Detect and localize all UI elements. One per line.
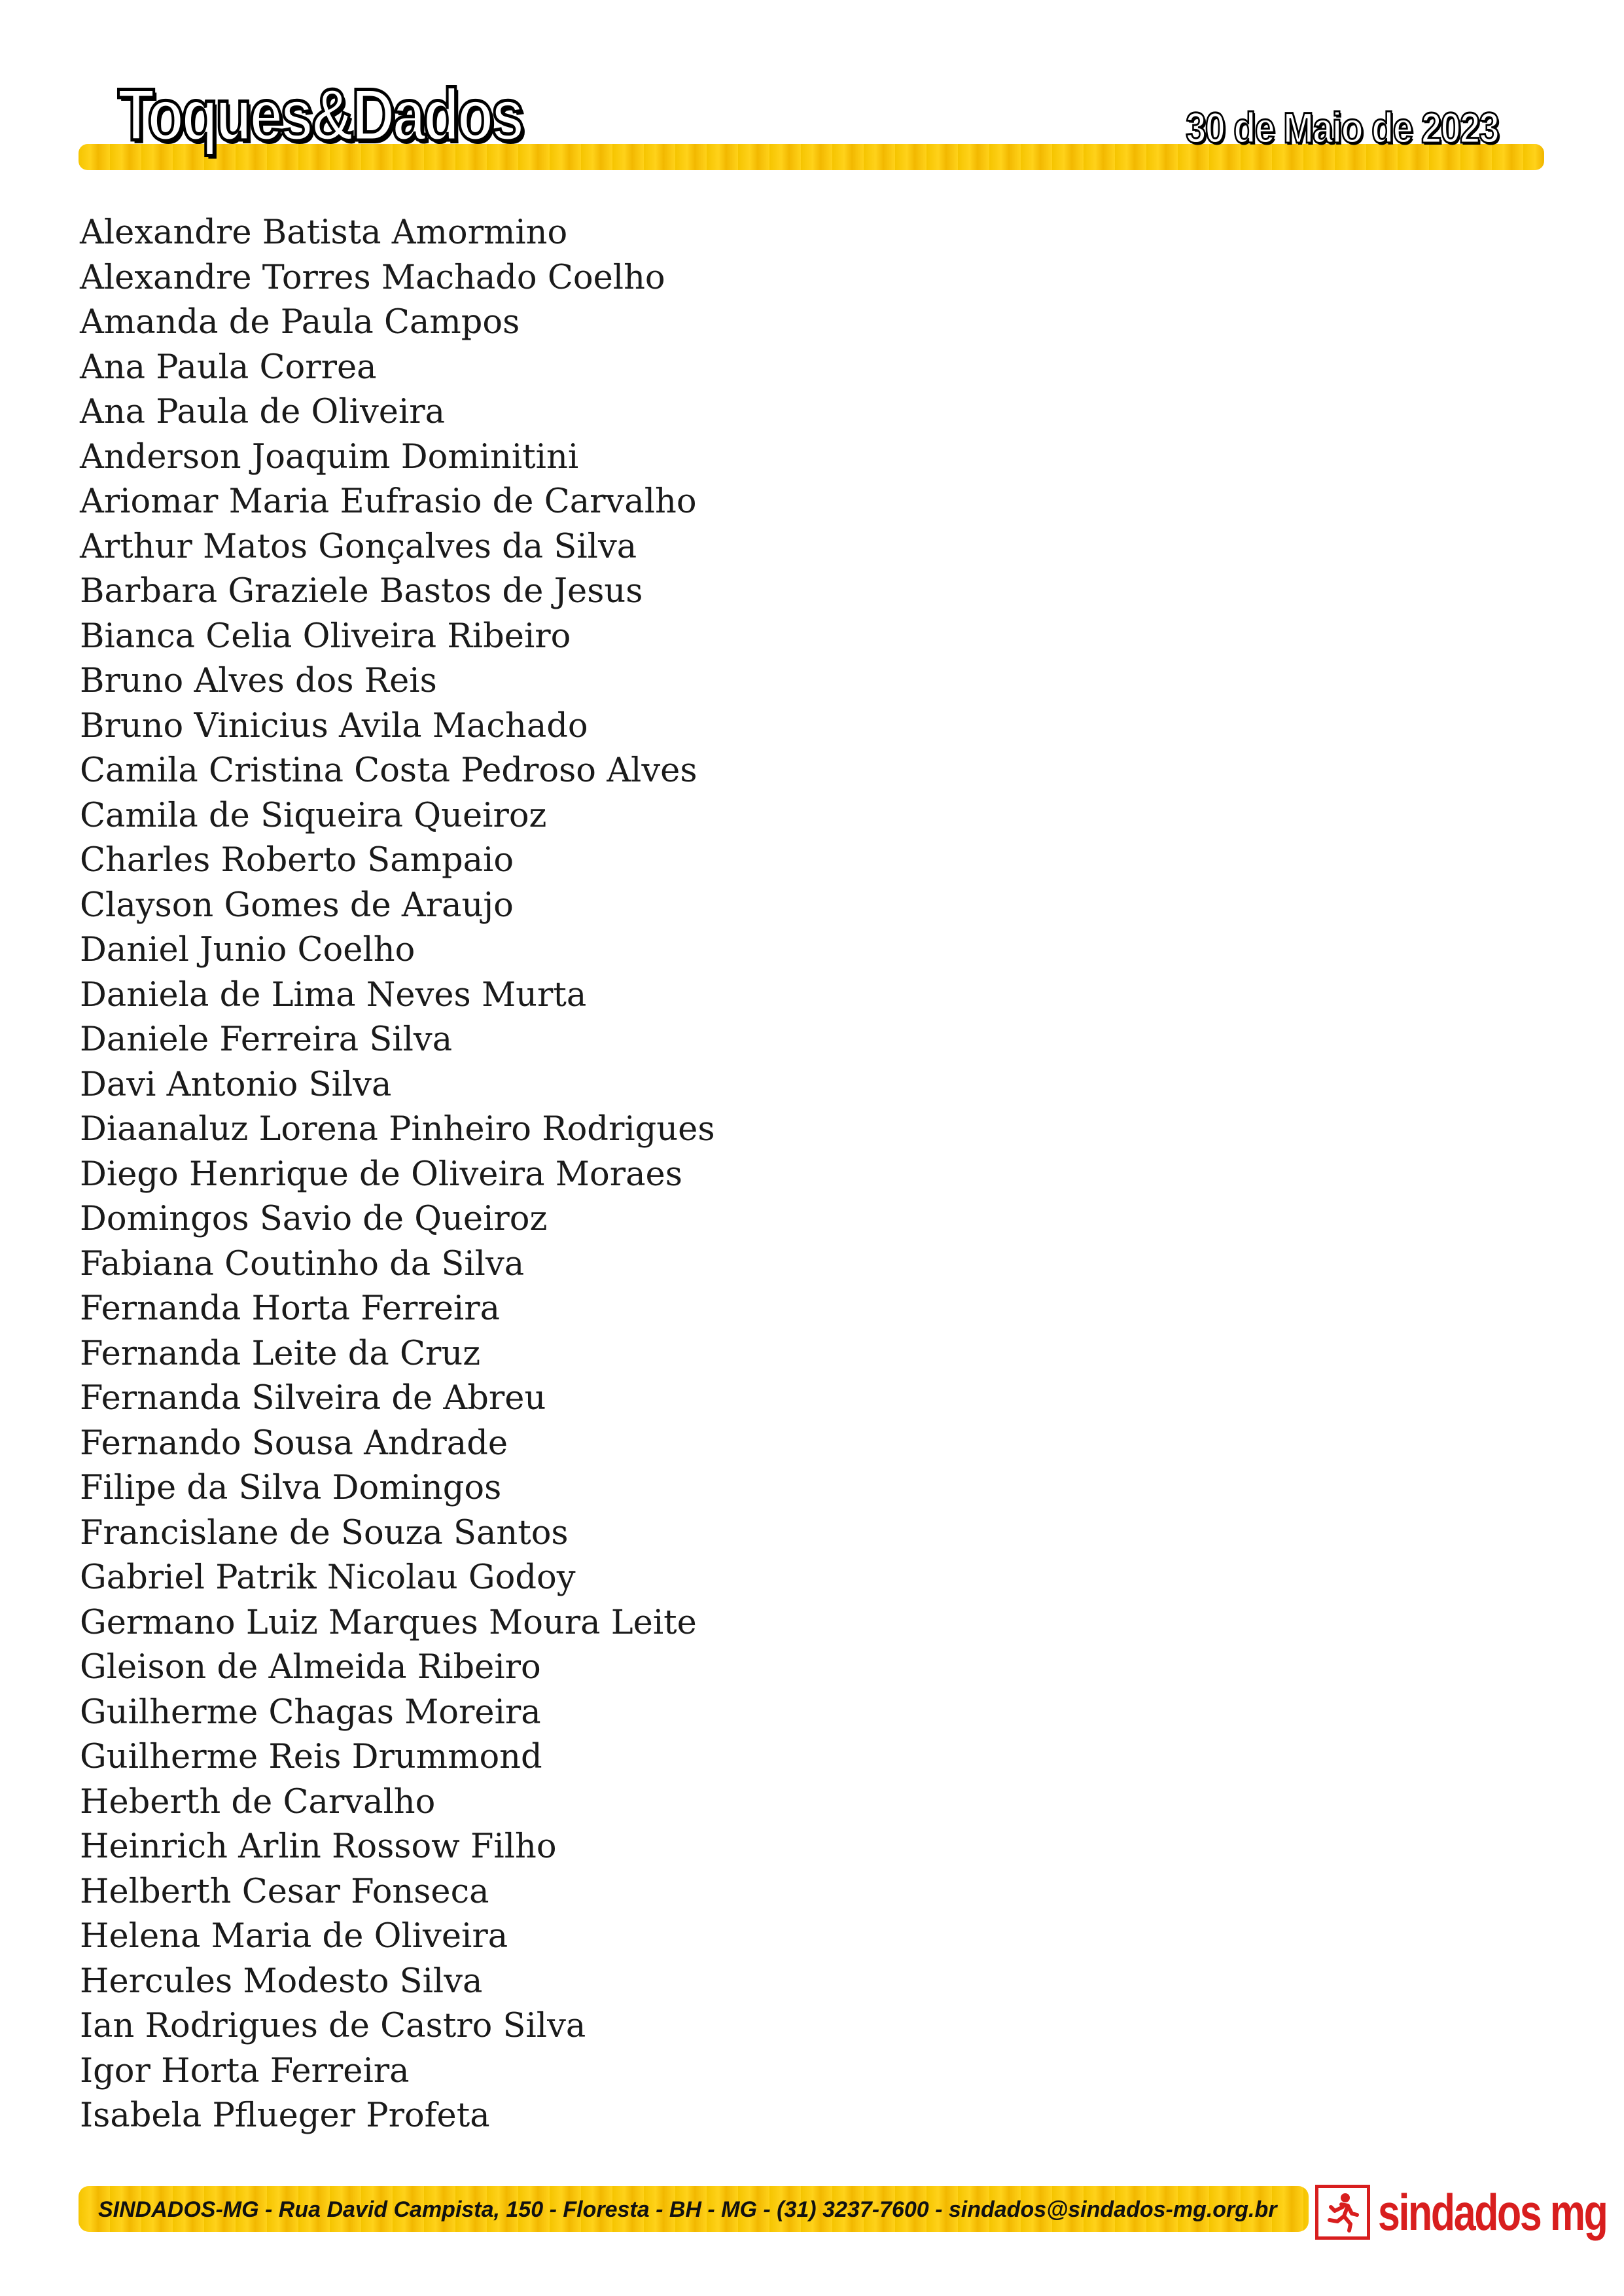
list-item: Charles Roberto Sampaio	[80, 841, 514, 880]
list-item: Barbara Graziele Bastos de Jesus	[80, 572, 643, 611]
list-item: Fernanda Leite da Cruz	[80, 1334, 481, 1373]
list-item: Helena Maria de Oliveira	[80, 1917, 508, 1956]
list-item: Ariomar Maria Eufrasio de Carvalho	[80, 482, 697, 521]
name-list	[80, 211, 715, 2139]
list-item: Bianca Celia Oliveira Ribeiro	[80, 617, 571, 656]
list-item: Domingos Savio de Queiroz	[80, 1200, 548, 1238]
page-footer	[79, 2179, 1607, 2245]
list-item: Diaanaluz Lorena Pinheiro Rodrigues	[80, 1110, 715, 1149]
list-item: Igor Horta Ferreira	[80, 2051, 410, 2090]
list-item: Germano Luiz Marques Moura Leite	[80, 1603, 697, 1642]
logo-text: sindados mg	[1378, 2183, 1607, 2241]
list-item: Guilherme Reis Drummond	[80, 1738, 542, 1776]
list-item: Camila de Siqueira Queiroz	[80, 796, 547, 835]
list-item: Francislane de Souza Santos	[80, 1513, 569, 1552]
list-item: Clayson Gomes de Araujo	[80, 886, 514, 925]
list-item: Daniela de Lima Neves Murta	[80, 975, 587, 1014]
list-item: Bruno Vinicius Avila Machado	[80, 706, 588, 745]
list-item: Daniel Junio Coelho	[80, 931, 415, 969]
list-item: Camila Cristina Costa Pedroso Alves	[80, 751, 697, 790]
list-item: Fernanda Silveira de Abreu	[80, 1379, 546, 1418]
list-item: Gleison de Almeida Ribeiro	[80, 1648, 541, 1687]
list-item: Guilherme Chagas Moreira	[80, 1693, 541, 1732]
list-item: Arthur Matos Gonçalves da Silva	[80, 527, 637, 566]
footer-address: SINDADOS-MG - Rua David Campista, 150 - Floresta - BH - MG - (31) 3237-7600 - sindados@sindados-mg.org.br	[98, 2197, 1277, 2222]
list-item: Ian Rodrigues de Castro Silva	[80, 2007, 586, 2045]
list-item: Gabriel Patrik Nicolau Godoy	[80, 1558, 576, 1597]
list-item: Ana Paula Correa	[80, 348, 377, 387]
running-figure-icon	[1315, 2185, 1370, 2240]
list-item: Diego Henrique de Oliveira Moraes	[80, 1155, 682, 1194]
list-item: Amanda de Paula Campos	[80, 303, 520, 342]
page-header	[79, 74, 1544, 177]
brand-title: Toques&Dados	[118, 74, 522, 156]
list-item: Filipe da Silva Domingos	[80, 1469, 502, 1507]
list-item: Heberth de Carvalho	[80, 1782, 436, 1821]
list-item: Hercules Modesto Silva	[80, 1962, 483, 2001]
list-item: Fernando Sousa Andrade	[80, 1424, 508, 1463]
list-item: Bruno Alves dos Reis	[80, 662, 437, 700]
list-item: Daniele Ferreira Silva	[80, 1020, 453, 1059]
list-item: Ana Paula de Oliveira	[80, 393, 446, 431]
list-item: Alexandre Torres Machado Coelho	[80, 258, 665, 297]
list-item: Helberth Cesar Fonseca	[80, 1872, 489, 1911]
list-item: Fabiana Coutinho da Silva	[80, 1244, 525, 1283]
list-item: Heinrich Arlin Rossow Filho	[80, 1827, 557, 1866]
issue-date: 30 de Maio de 2023	[1186, 103, 1498, 152]
list-item: Alexandre Batista Amormino	[80, 213, 568, 252]
list-item: Fernanda Horta Ferreira	[80, 1289, 501, 1328]
list-item: Davi Antonio Silva	[80, 1065, 392, 1104]
list-item: Isabela Pflueger Profeta	[80, 2096, 490, 2135]
list-item: Anderson Joaquim Dominitini	[80, 437, 579, 476]
sindados-logo	[1315, 2179, 1624, 2245]
